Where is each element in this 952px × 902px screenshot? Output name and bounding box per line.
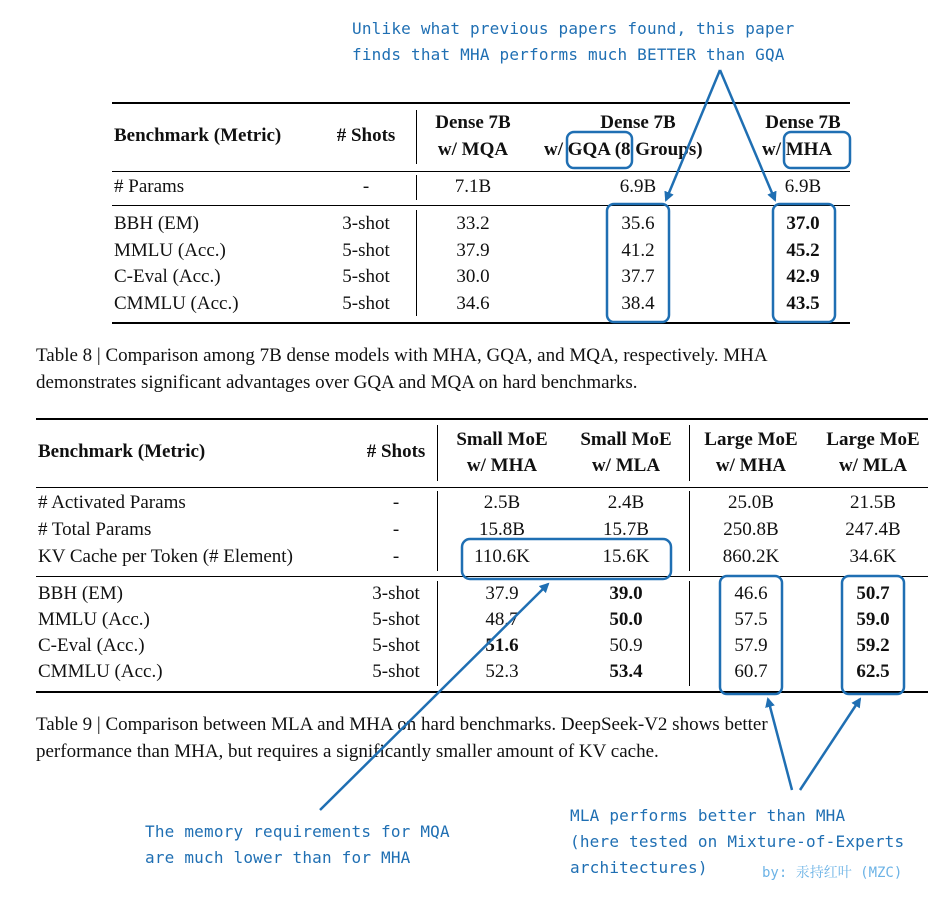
table-9-caption-line1: Table 9 | Comparison between MLA and MHA on hard benchmarks. DeepSeek-V2 shows better bbox=[36, 714, 768, 735]
t8-header-gqa-1: Dense 7B bbox=[600, 112, 676, 133]
t8-row-gqa: 41.2 bbox=[621, 240, 655, 261]
arrow-top-to-gqa bbox=[666, 70, 720, 200]
t9-param-label: # Total Params bbox=[38, 519, 152, 540]
t8-row-shots: 5-shot bbox=[342, 293, 390, 314]
t8-row-mqa: 37.9 bbox=[456, 240, 490, 261]
t9-row-shots: 5-shot bbox=[372, 635, 420, 656]
t9-param-c3: 25.0B bbox=[728, 492, 774, 513]
t8-header-shots: # Shots bbox=[336, 125, 396, 146]
t8-row-gqa: 35.6 bbox=[621, 213, 655, 234]
highlight-large-mha-column bbox=[720, 576, 782, 694]
arrow-left-to-kv bbox=[320, 584, 548, 810]
t9-header-shots: # Shots bbox=[366, 441, 426, 462]
credit-watermark: by: 汞持红叶 (MZC) bbox=[762, 865, 903, 881]
highlight-gqa-column bbox=[607, 204, 669, 322]
t8-header-mqa-2: w/ MQA bbox=[437, 139, 509, 160]
highlight-large-mla-column bbox=[842, 576, 904, 694]
t8-header-gqa-2a: w/ bbox=[544, 139, 563, 160]
t9-param-c4: 247.4B bbox=[845, 519, 901, 540]
t9-param-c3: 860.2K bbox=[722, 546, 780, 567]
t9-row-label: CMMLU (Acc.) bbox=[38, 661, 163, 682]
t8-row-shots: 3-shot bbox=[342, 213, 390, 234]
t9-header-c4-2: w/ MLA bbox=[838, 455, 908, 476]
t8-header-mha-2a: w/ bbox=[762, 139, 781, 160]
t9-row-label: BBH (EM) bbox=[38, 583, 123, 604]
highlight-mha-column bbox=[773, 204, 835, 322]
t8-header-mqa-1: Dense 7B bbox=[435, 112, 511, 133]
t9-row-label: MMLU (Acc.) bbox=[38, 609, 150, 630]
t9-param-c2: 15.6K bbox=[602, 546, 650, 567]
arrow-top-to-mha bbox=[720, 70, 775, 200]
t9-param-shots: - bbox=[392, 546, 400, 567]
t9-row-c3: 57.9 bbox=[734, 635, 768, 656]
annotation-right-line3: architectures) bbox=[570, 858, 708, 877]
annotation-left-line1: The memory requirements for MQA bbox=[145, 822, 450, 841]
t8-row-mha: 42.9 bbox=[786, 266, 820, 287]
highlight-kv-cache bbox=[462, 539, 671, 579]
t9-param-c1: 2.5B bbox=[483, 492, 521, 513]
t8-header-gqa-2c: (8 Groups) bbox=[614, 139, 703, 160]
t9-row-c2: 50.9 bbox=[609, 635, 643, 656]
t8-row-shots: 5-shot bbox=[342, 266, 390, 287]
t9-row-c2: 39.0 bbox=[609, 583, 643, 604]
t8-params-label: # Params bbox=[114, 176, 185, 197]
annotation-top-line2: finds that MHA performs much BETTER than GQA bbox=[352, 45, 785, 64]
t8-row-label: BBH (EM) bbox=[114, 213, 199, 234]
t8-row-mha: 45.2 bbox=[786, 240, 820, 261]
t9-row-shots: 3-shot bbox=[372, 583, 420, 604]
t9-row-c2: 50.0 bbox=[609, 609, 643, 630]
t9-param-c4: 34.6K bbox=[849, 546, 897, 567]
table-8-caption-line1: Table 8 | Comparison among 7B dense models with MHA, GQA, and MQA, respectively. MHA bbox=[36, 345, 768, 366]
t9-row-c4: 59.0 bbox=[856, 609, 890, 630]
t8-row-label: CMMLU (Acc.) bbox=[114, 293, 239, 314]
t8-row-mqa: 30.0 bbox=[456, 266, 490, 287]
t8-header-mha-1: Dense 7B bbox=[765, 112, 841, 133]
t9-row-shots: 5-shot bbox=[372, 609, 420, 630]
arrow-right-to-large-mla bbox=[800, 699, 860, 790]
t8-row-gqa: 37.7 bbox=[621, 266, 655, 287]
t9-row-c3: 57.5 bbox=[734, 609, 768, 630]
t9-row-c1: 37.9 bbox=[485, 583, 519, 604]
t8-row-gqa: 38.4 bbox=[621, 293, 655, 314]
t9-param-label: KV Cache per Token (# Element) bbox=[38, 546, 293, 567]
t9-row-c1: 52.3 bbox=[485, 661, 519, 682]
t8-row-mha: 37.0 bbox=[786, 213, 820, 234]
t9-header-c1-1: Small MoE bbox=[456, 429, 548, 450]
t8-params-mha: 6.9B bbox=[784, 176, 822, 197]
t9-header-c3-2: w/ MHA bbox=[715, 455, 787, 476]
t8-params-shots: - bbox=[362, 176, 370, 197]
t9-row-c4: 50.7 bbox=[856, 583, 890, 604]
t9-row-c3: 46.6 bbox=[734, 583, 768, 604]
arrow-right-to-large-mha bbox=[768, 699, 792, 790]
t9-header-c2-2: w/ MLA bbox=[591, 455, 661, 476]
t8-params-mqa: 7.1B bbox=[454, 176, 492, 197]
t9-param-c3: 250.8B bbox=[723, 519, 779, 540]
t9-param-shots: - bbox=[392, 519, 400, 540]
t8-header-gqa-2b: GQA bbox=[567, 139, 610, 160]
t9-row-shots: 5-shot bbox=[372, 661, 420, 682]
t8-header-benchmark: Benchmark (Metric) bbox=[114, 125, 282, 146]
t9-param-c1: 110.6K bbox=[474, 546, 530, 567]
table-9-caption-line2: performance than MHA, but requires a significantly smaller amount of KV cache. bbox=[36, 741, 659, 762]
t9-row-c3: 60.7 bbox=[734, 661, 768, 682]
t9-row-c1: 48.7 bbox=[485, 609, 519, 630]
t8-params-gqa: 6.9B bbox=[619, 176, 657, 197]
t9-param-shots: - bbox=[392, 492, 400, 513]
t9-row-c4: 62.5 bbox=[856, 661, 890, 682]
t9-row-c1: 51.6 bbox=[485, 635, 519, 656]
t8-header-mha-2b: MHA bbox=[785, 139, 833, 160]
highlight-gqa-header bbox=[567, 132, 632, 168]
t9-row-label: C-Eval (Acc.) bbox=[38, 635, 145, 656]
t9-header-c4-1: Large MoE bbox=[826, 429, 920, 450]
t9-param-c1: 15.8B bbox=[479, 519, 525, 540]
t9-param-c4: 21.5B bbox=[850, 492, 896, 513]
highlight-mha-header bbox=[784, 132, 850, 168]
t8-row-label: MMLU (Acc.) bbox=[114, 240, 226, 261]
t9-row-c2: 53.4 bbox=[609, 661, 643, 682]
t8-row-label: C-Eval (Acc.) bbox=[114, 266, 221, 287]
t8-row-mha: 43.5 bbox=[786, 293, 820, 314]
t9-param-label: # Activated Params bbox=[38, 492, 186, 513]
t9-header-c3-1: Large MoE bbox=[704, 429, 798, 450]
annotation-left-line2: are much lower than for MHA bbox=[145, 848, 411, 867]
t9-header-benchmark: Benchmark (Metric) bbox=[38, 441, 206, 462]
t9-header-c2-1: Small MoE bbox=[580, 429, 672, 450]
t9-row-c4: 59.2 bbox=[856, 635, 890, 656]
t8-row-mqa: 34.6 bbox=[456, 293, 490, 314]
table-8-caption-line2: demonstrates significant advantages over GQA and MQA on hard benchmarks. bbox=[36, 372, 638, 393]
t9-header-c1-2: w/ MHA bbox=[466, 455, 538, 476]
annotation-right-line1: MLA performs better than MHA bbox=[570, 806, 846, 825]
annotation-right-line2: (here tested on Mixture-of-Experts bbox=[570, 832, 905, 851]
t8-row-shots: 5-shot bbox=[342, 240, 390, 261]
annotation-top-line1: Unlike what previous papers found, this paper bbox=[352, 19, 795, 38]
t9-param-c2: 2.4B bbox=[607, 492, 645, 513]
t9-param-c2: 15.7B bbox=[603, 519, 649, 540]
t8-row-mqa: 33.2 bbox=[456, 213, 490, 234]
